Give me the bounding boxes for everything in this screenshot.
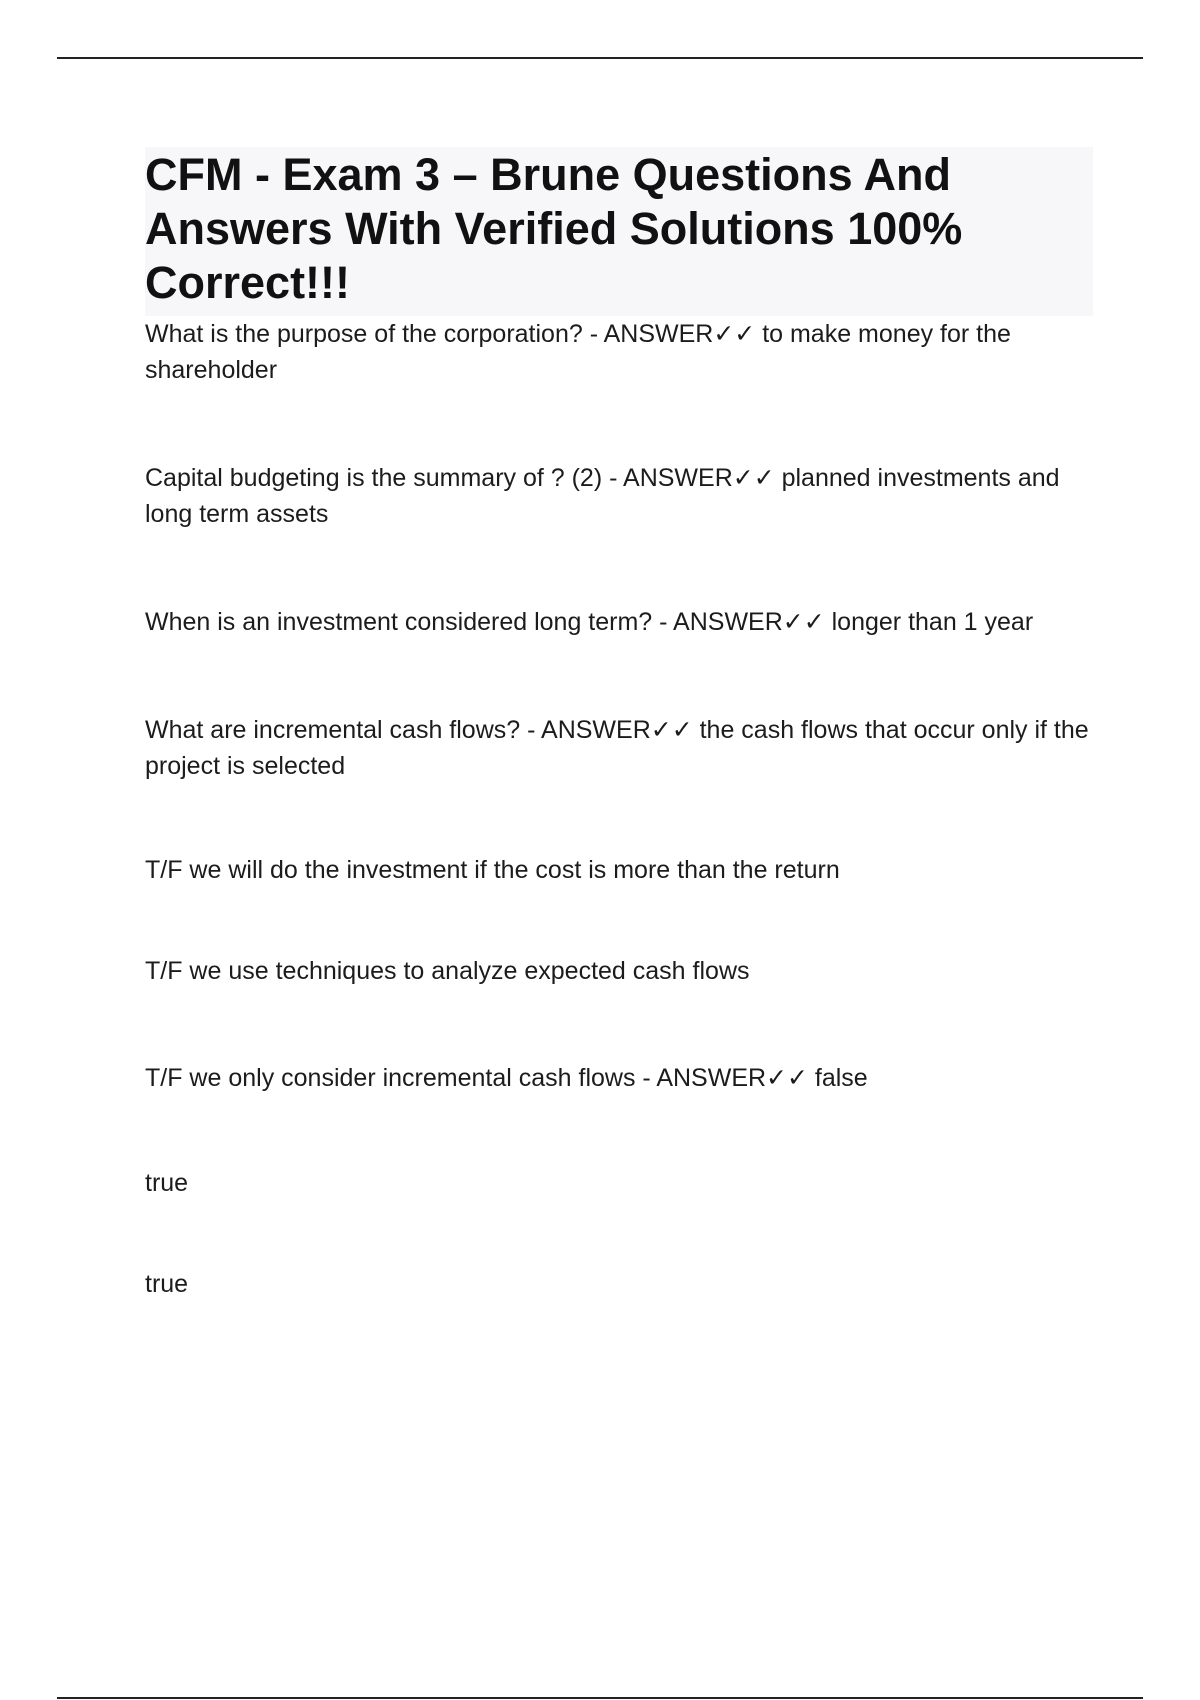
bottom-rule [57,1697,1143,1699]
qa-item-4: What are incremental cash flows? - ANSWER✓✓ the cash flows that occur only if the project is selected [145,716,1089,780]
answer-marker: ANSWER✓✓ [656,1064,808,1092]
qa-item-1: What is the purpose of the corporation? - ANSWER✓✓ to make money for the shareholder [145,320,1011,384]
document-title: CFM - Exam 3 – Brune Questions And Answers With Verified Solutions 100% Correct!!! [145,149,963,308]
answer-text: planned investments and long term assets [145,464,1060,528]
qa-item-6 [145,953,1093,989]
qa-item-5 [145,852,1093,888]
question-text: true [145,1270,189,1298]
qa-item-8 [145,1165,1093,1201]
question-text: T/F we use techniques to analyze expected cash flows [145,957,750,985]
question-text: T/F we only consider incremental cash flows [145,1064,636,1092]
question-text: Capital budgeting is the summary of ? (2) [145,464,603,492]
answer-text: longer than 1 year [831,608,1034,636]
answer-marker: ANSWER✓✓ [603,320,756,348]
question-text: T/F we will do the investment if the cost is more than the return [145,856,840,884]
question-text: What are incremental cash flows? [145,716,521,744]
answer-marker: ANSWER✓✓ [673,608,825,636]
answer-marker: ANSWER✓✓ [623,464,775,492]
question-text: What is the purpose of the corporation? [145,320,583,348]
answer-text: to make money for the shareholder [145,320,1011,384]
answer-text: false [814,1064,868,1092]
answer-marker: ANSWER✓✓ [541,716,693,744]
answer-text: the cash flows that occur only if the project is selected [145,716,1089,780]
qa-item-2: Capital budgeting is the summary of ? (2) - ANSWER✓✓ planned investments and long term assets [145,464,1060,528]
title-block [145,147,1093,316]
question-text: true [145,1169,189,1197]
top-rule [57,57,1143,59]
document-body [145,147,1093,1302]
qa-item-7: T/F we only consider incremental cash flows - ANSWER✓✓ false [145,1064,868,1092]
question-text: When is an investment considered long term? [145,608,653,636]
qa-item-3: When is an investment considered long term? - ANSWER✓✓ longer than 1 year [145,608,1034,636]
qa-item-9 [145,1266,1093,1302]
